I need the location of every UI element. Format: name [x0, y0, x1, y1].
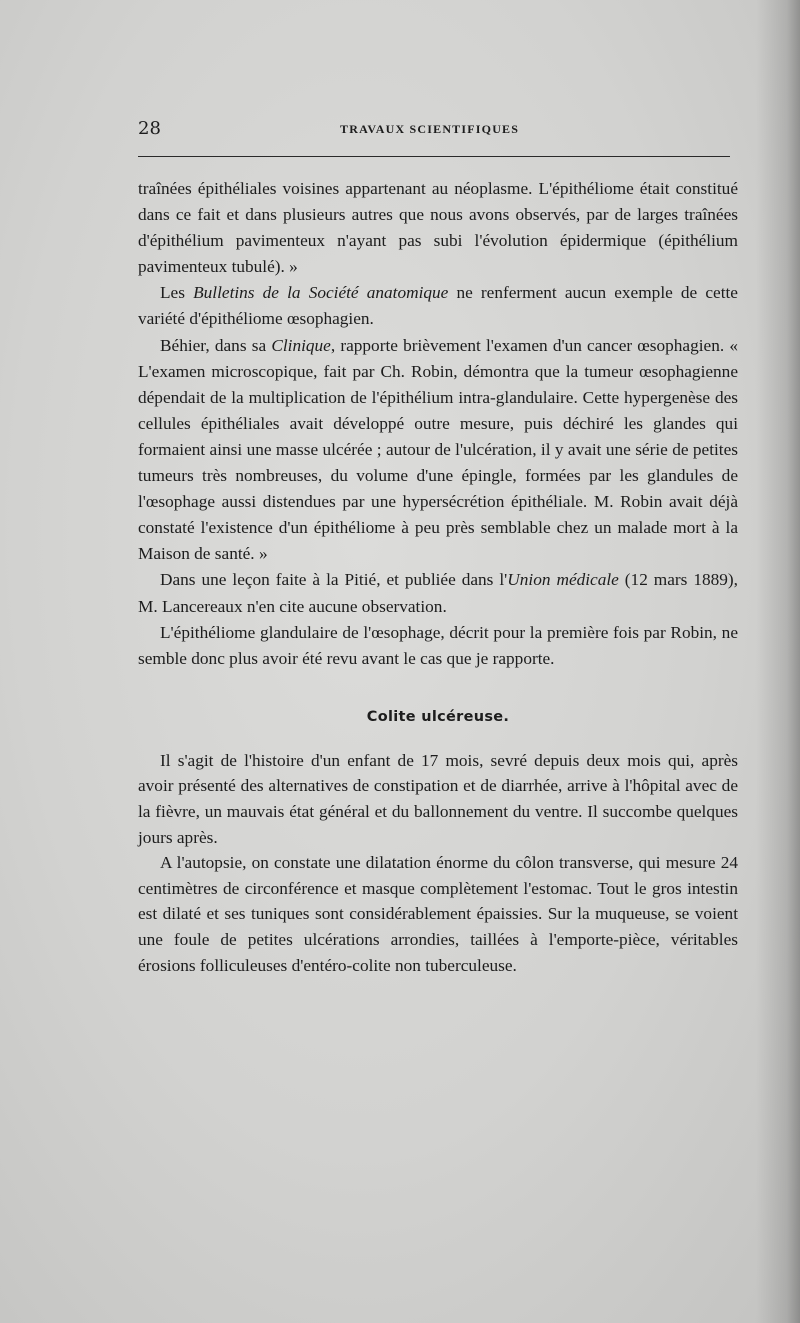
paragraph-1: traînées épithéliales voisines appartenant au néoplasme. L'épithéliome était constitué dans ce fait et dans plusieurs autres que nous avons observés, par de larges traînées d'épithélium pavimenteux n'ayant pas subi l'évolution épidermique (épithélium pavimenteux tubulé). »	[138, 179, 738, 277]
page-number: 28	[138, 118, 161, 139]
section-paragraph-2: A l'autopsie, on constate une dilatation énorme du côlon transverse, qui mesure 24 centimètres de circonférence et masque complètement l'estomac. Tout le gros intestin est dilaté et ses tuniques sont considérablement épaissies. Sur la muqueuse, se voient une foule de petites ulcérations arrondies, taillées à l'emporte-pièce, véritables érosions folliculeuses d'entéro-colite non tuberculeuse.	[138, 853, 738, 975]
paragraph-2-text-a: Les	[160, 283, 194, 303]
section-paragraph-1: Il s'agit de l'histoire d'un enfant de 17 mois, sevré depuis deux mois qui, après avoir présenté des alternatives de constipation et de diarrhée, arrive à l'hôpital avec de la fièvre, un mauvais état général et du ballonnement du ventre. Il succombe quelques jours après.	[138, 750, 738, 847]
section-body	[138, 748, 738, 978]
paragraph-4-italic: Union médicale	[507, 570, 619, 590]
paragraph-3	[138, 333, 738, 568]
paragraph-2-text-b: ne renferment aucun exemple de cette variété d'épithéliome œsophagien.	[138, 283, 738, 329]
paragraph-2	[138, 280, 738, 332]
paragraph-2-italic: Bulletins de la Société anatomique	[193, 283, 449, 303]
paragraph-4-text-b: (12 mars 1889), M. Lancereaux n'en cite aucune observation.	[138, 570, 738, 616]
paragraph-3-italic: Clinique	[271, 335, 331, 355]
paragraph-4	[138, 567, 738, 619]
page-header	[138, 118, 730, 140]
header-rule	[138, 156, 730, 157]
page-edge-shadow	[756, 0, 800, 1323]
paragraph-4-text-a: Dans une leçon faite à la Pitié, et publiée dans l'	[160, 570, 508, 590]
section-heading: Colite ulcéreuse.	[366, 708, 510, 725]
paragraph-3-text-b: , rapporte brièvement l'examen d'un cancer œsophagien. « L'examen microscopique, fait par Ch. Robin, démontra que la tumeur œsophagienne dépendait de la multiplication de l'épithélium intra-glandulaire. Cette hypergenèse des cellules épithéliales avait développé outre mesure, puis déchiré les glandes qui formaient ainsi une masse ulcérée ; autour de l'ulcération, il y avait une série de petites tumeurs très nombreuses, du volume d'une épingle, formées par les glandules de l'œsophage aussi distendues par une hypersécrétion épithéliale. M. Robin avait déjà constaté l'existence d'un épithéliome à peu près semblable chez un malade mort à la Maison de santé. »	[138, 335, 738, 564]
running-title: TRAVAUX SCIENTIFIQUES	[340, 122, 520, 136]
body-text	[138, 176, 738, 978]
paragraph-3-text-a: Béhier, dans sa	[160, 335, 272, 355]
paragraph-5: L'épithéliome glandulaire de l'œsophage, décrit pour la première fois par Robin, ne semble donc plus avoir été revu avant le cas que je rapporte.	[138, 622, 738, 668]
